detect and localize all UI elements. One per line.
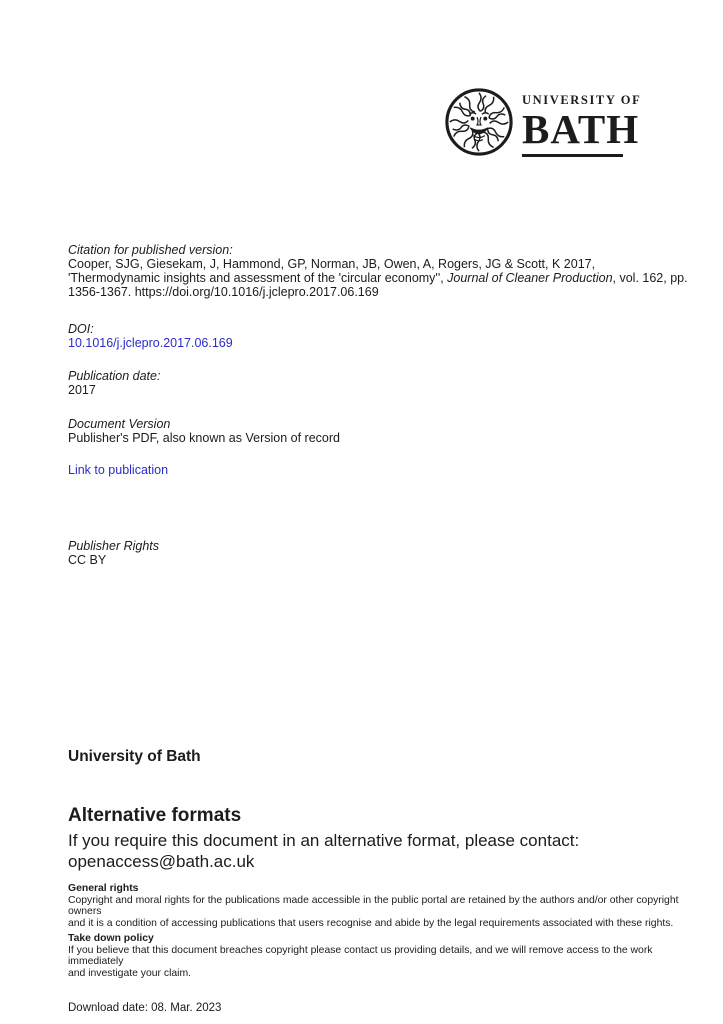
publication-date-value: 2017 [68, 383, 96, 397]
citation-journal-name: Journal of Cleaner Production [447, 271, 613, 285]
publisher-rights-value: CC BY [68, 553, 107, 567]
logo-university-of-text: UNIVERSITY OF [522, 93, 642, 107]
citation-line3: 1356-1367. https://doi.org/10.1016/j.jclepro.2017.06.169 [68, 285, 379, 299]
general-rights-line1: Copyright and moral rights for the publications made accessible in the public portal are retained by the authors and/or other copyright owners [68, 894, 679, 917]
document-version-label: Document Version [68, 417, 171, 431]
publisher-rights-block [68, 539, 693, 567]
take-down-policy-heading: Take down policy [68, 933, 154, 944]
alternative-formats-line1: If you require this document in an alternative format, please contact: [68, 831, 580, 850]
citation-line2-pre: 'Thermodynamic insights and assessment of the 'circular economy'', [68, 271, 448, 285]
publisher-rights-label: Publisher Rights [68, 539, 160, 553]
citation-line2 [68, 271, 693, 285]
logo-wordmark [522, 87, 641, 157]
doi-block [68, 322, 693, 350]
alternative-formats-body [68, 830, 693, 872]
citation-line2-post: , vol. 162, pp. [612, 271, 688, 285]
publication-date-label: Publication date: [68, 369, 161, 383]
document-version-block [68, 417, 693, 445]
publication-date-block [68, 369, 693, 397]
alternative-formats-block [68, 804, 693, 872]
link-to-publication-block [68, 463, 693, 477]
document-version-value: Publisher's PDF, also known as Version of record [68, 431, 340, 445]
general-rights-heading: General rights [68, 883, 139, 894]
general-rights-line2: and it is a condition of accessing publications that users recognise and abide by the legal requirements associated with these rights. [68, 917, 674, 929]
logo-bath-text: BATH [522, 106, 640, 152]
university-of-bath-logo [444, 87, 641, 157]
take-down-policy-line2: and investigate your claim. [68, 967, 192, 979]
open-access-email: openaccess@bath.ac.uk [68, 852, 255, 871]
doi-label: DOI: [68, 322, 94, 336]
general-rights-block [68, 883, 693, 929]
citation-label: Citation for published version: [68, 243, 233, 257]
doi-link[interactable]: 10.1016/j.jclepro.2017.06.169 [68, 336, 233, 350]
take-down-policy-block [68, 933, 693, 979]
take-down-policy-line1: If you believe that this document breaches copyright please contact us providing details, and we will remove access to the work immediately [68, 944, 653, 967]
citation-block [68, 243, 693, 299]
link-to-publication[interactable]: Link to publication [68, 463, 169, 477]
alternative-formats-heading: Alternative formats [68, 805, 242, 826]
logo-underline [522, 154, 623, 157]
bath-gorgon-head-icon [444, 87, 514, 157]
download-date: Download date: 08. Mar. 2023 [68, 1002, 222, 1014]
citation-line1: Cooper, SJG, Giesekam, J, Hammond, GP, Norman, JB, Owen, A, Rogers, JG & Scott, K 2017, [68, 257, 596, 271]
university-of-bath-heading: University of Bath [68, 748, 201, 765]
